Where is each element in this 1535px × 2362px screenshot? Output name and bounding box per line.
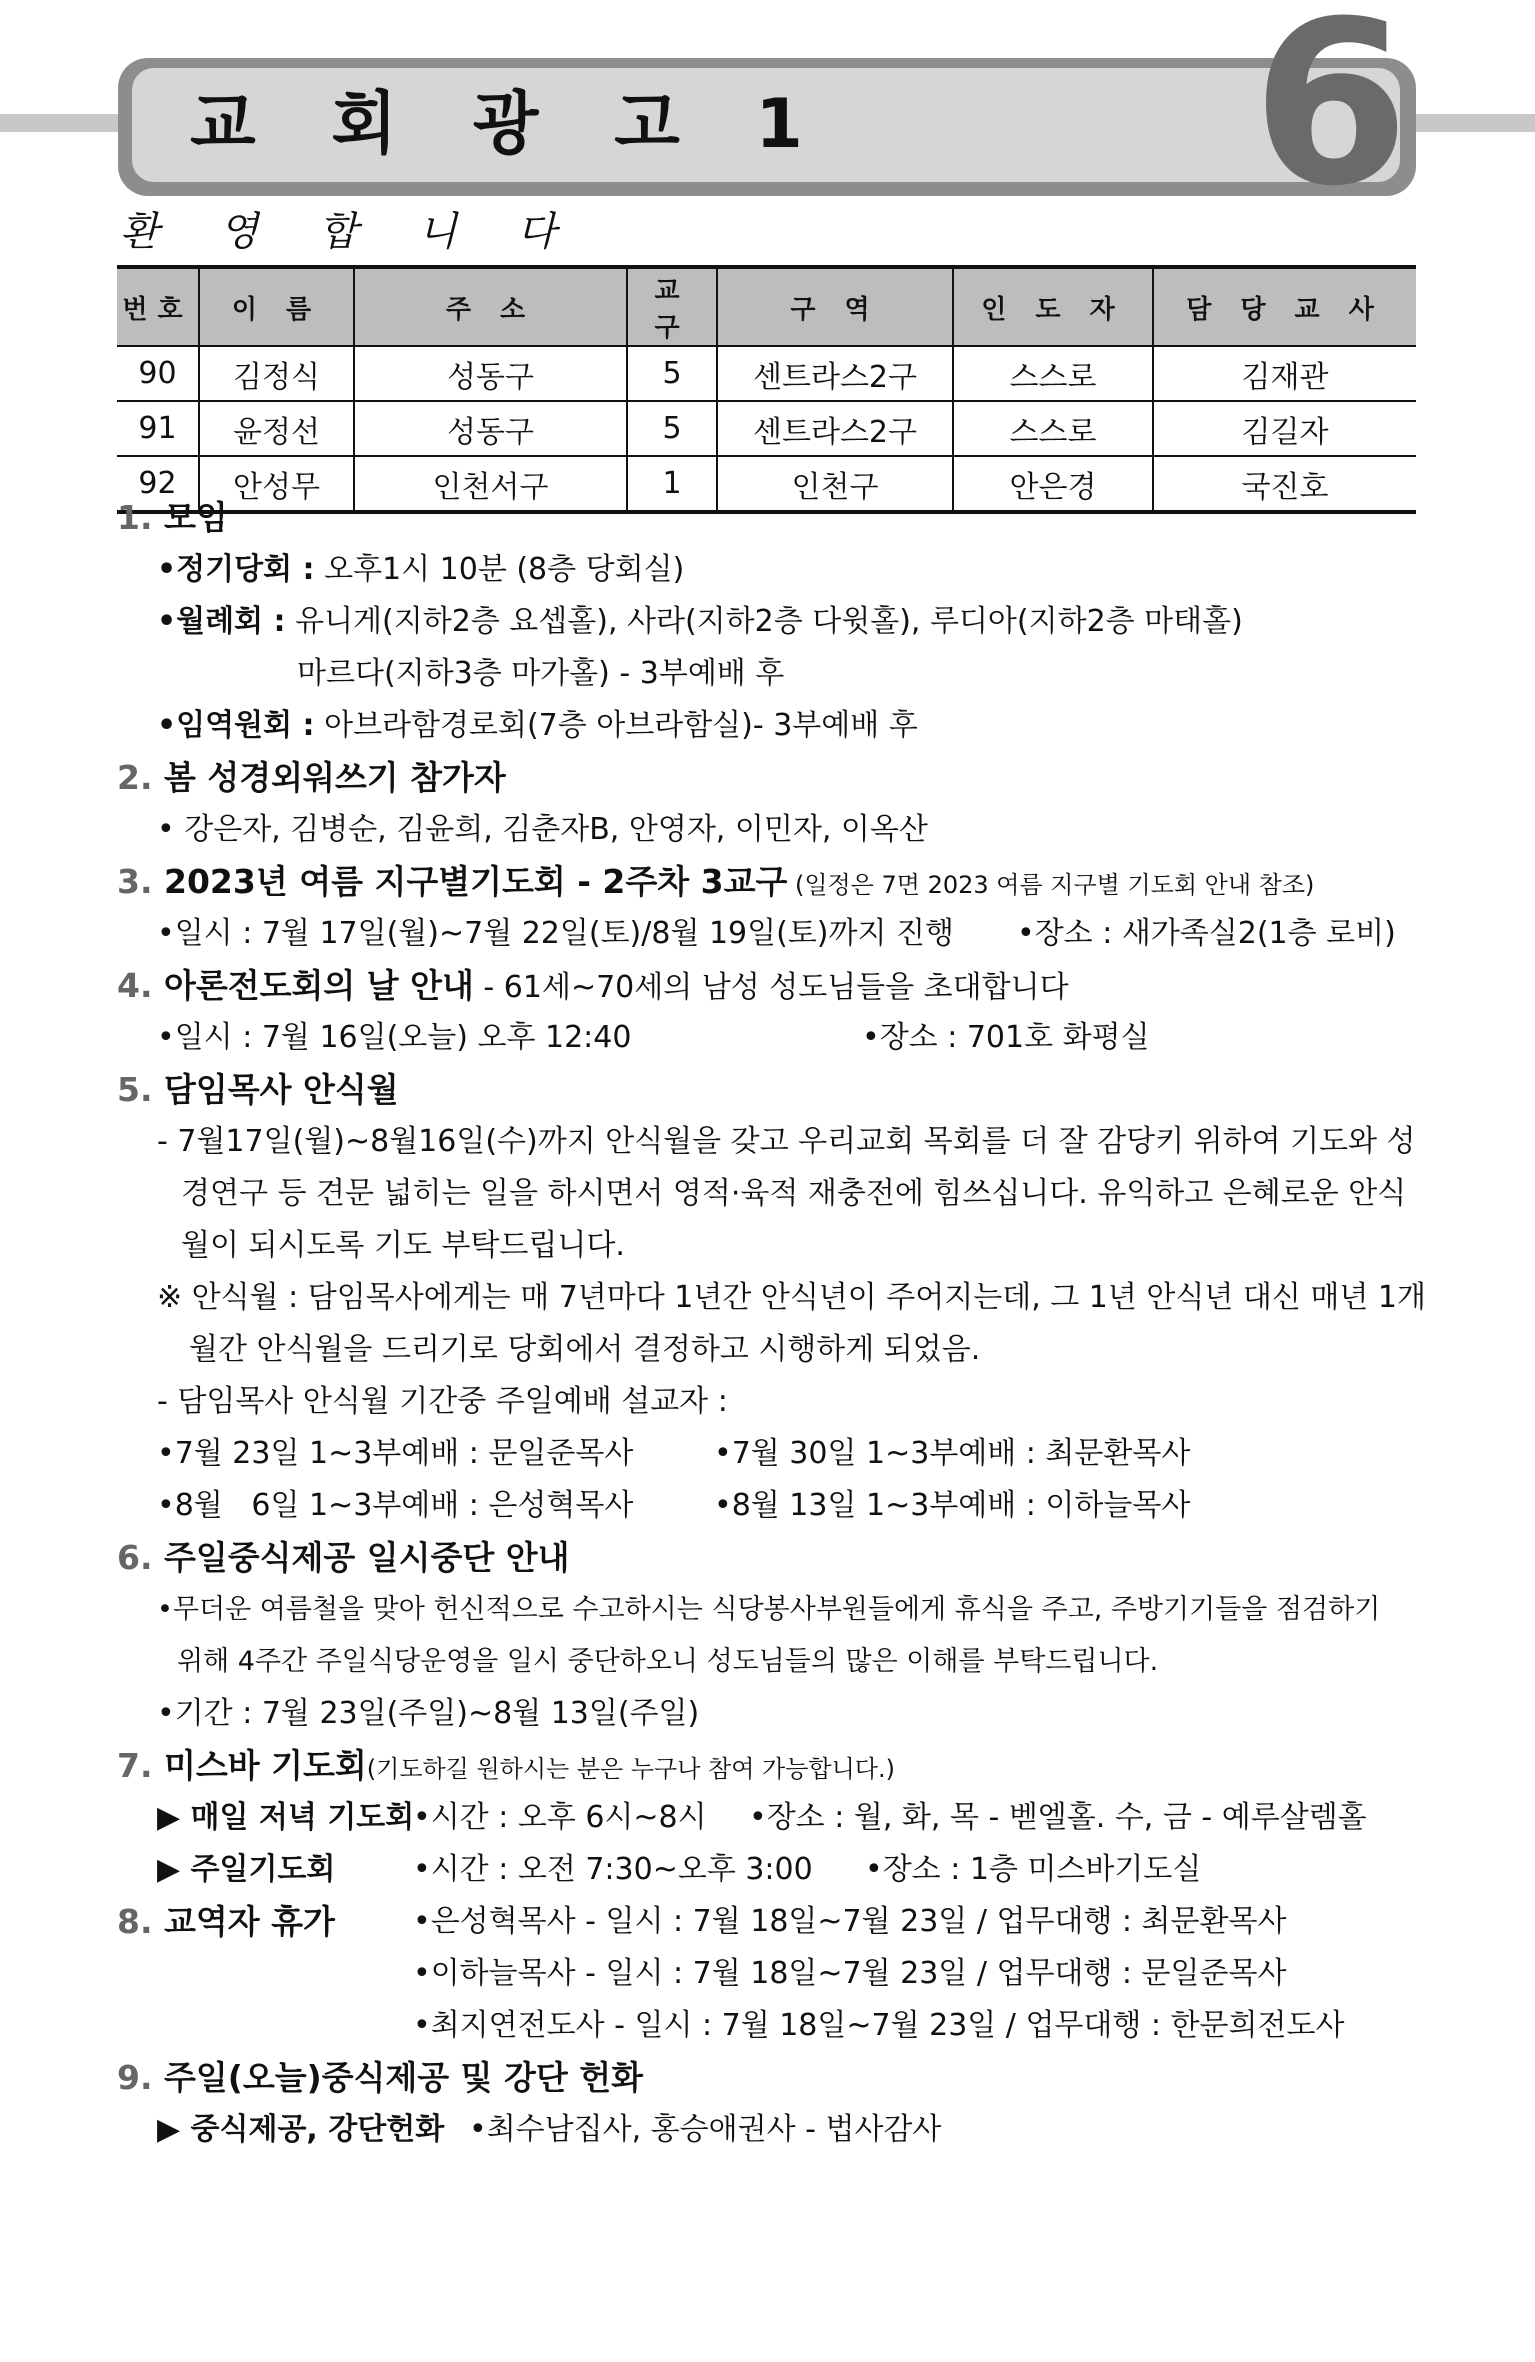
s7-row-1 [117,1792,1437,1844]
s7-row-2 [117,1844,1437,1896]
col-header-number: 번호 [117,267,199,346]
schedule-text: •일시 : 7월 17일(월)~7월 22일(토)/8월 19일(토)까지 진행 [157,916,954,951]
cell-teacher: 국진호 [1153,456,1416,512]
section-1-heading [117,492,1437,544]
section-5-heading [117,1064,1437,1116]
page-number: 6 [1252,0,1410,236]
cell-district: 인천구 [717,456,953,512]
s4-line-1 [117,1012,1437,1064]
preacher-entry: •8월 13일 1~3부예배 : 이하늘목사 [714,1488,1191,1523]
cell-district: 센트라스2구 [717,346,953,401]
s5-para-4: ※ 안식월 : 담임목사에게는 매 7년마다 1년간 안식년이 주어지는데, 그 1년 안식년 대신 매년 1개 [157,1280,1426,1315]
section-title: 아론전도회의 날 안내 [164,966,474,1005]
s5-para-1: - 7월17일(월)~8월16일(수)까지 안식월을 갖고 우리교회 목회를 더 잘 감당키 위하여 기도와 성 [157,1124,1416,1159]
section-title: 교역자 휴가 [164,1902,335,1941]
service-text: •최수남집사, 홍승애권사 - 법사감사 [469,2112,942,2147]
welcome-heading: 환 영 합 니 다 [120,209,581,255]
section-number: 2. [117,758,153,797]
cell-address: 인천서구 [354,456,627,512]
section-6-heading [117,1532,1437,1584]
section-number: 4. [117,966,153,1005]
meeting-label: ▶ 주일기도회 [157,1852,336,1887]
cell-number: 91 [117,401,199,456]
item-label: •정기당회 : [157,552,315,587]
s6-line-2: 위해 4주간 주일식당운영을 일시 중단하오니 성도님들의 많은 이해를 부탁드립니다. [177,1646,1159,1677]
cell-name: 윤정선 [199,401,354,456]
section-title: 봄 성경외워쓰기 참가자 [164,758,506,797]
section-note: (일정은 7면 2023 여름 지구별 기도회 안내 참조) [787,871,1315,899]
s8-line-2 [117,1948,1437,2000]
s3-line-1 [117,908,1437,960]
section-title: 주일중식제공 일시중단 안내 [164,1538,570,1577]
vacation-entry: •은성혁목사 - 일시 : 7월 18일~7월 23일 / 업무대행 : 최문환목사 [413,1904,1287,1939]
cell-address: 성동구 [354,401,627,456]
meeting-place: •장소 : 1층 미스바기도실 [865,1852,1202,1887]
table-row [117,346,1416,401]
cell-name: 김정식 [199,346,354,401]
section-4-heading [117,960,1437,1012]
col-header-address: 주 소 [354,267,627,346]
section-8-heading [117,1896,1437,1948]
meeting-time: •시간 : 오전 7:30~오후 3:00 [413,1852,813,1887]
section-3-heading [117,856,1437,908]
section-subtitle: - 61세~70세의 남성 성도님들을 초대합니다 [473,970,1069,1005]
section-9-heading [117,2052,1437,2104]
s6-line-3: •기간 : 7월 23일(주일)~8월 13일(주일) [157,1696,700,1731]
item-label: •월례회 : [157,604,286,639]
s8-line-3 [117,2000,1437,2052]
col-header-guide: 인 도 자 [953,267,1153,346]
preacher-entry: •7월 23일 1~3부예배 : 문일준목사 [157,1436,634,1471]
section-note: (기도하길 원하시는 분은 누구나 참여 가능합니다.) [366,1755,895,1783]
item-text: 아브라함경로회(7층 아브라함실)- 3부예배 후 [314,708,918,743]
meeting-label: ▶ 매일 저녁 기도회 [157,1800,415,1835]
section-title: 주일(오늘)중식제공 및 강단 헌화 [164,2058,644,2097]
s9-row-1 [117,2104,1437,2156]
page-title: 교 회 광 고 1 [190,85,829,164]
vacation-entry: •최지연전도사 - 일시 : 7월 18일~7월 23일 / 업무대행 : 한문희전도사 [413,2008,1345,2043]
cell-parish: 5 [627,401,717,456]
cell-guide: 스스로 [953,401,1153,456]
cell-number: 92 [117,456,199,512]
item-text: 오후1시 10분 (8층 당회실) [314,552,685,587]
section-number: 7. [117,1746,153,1785]
cell-parish: 5 [627,346,717,401]
s5-para-6: - 담임목사 안식월 기간중 주일예배 설교자 : [157,1384,728,1419]
cell-address: 성동구 [354,346,627,401]
s5-para-2: 경연구 등 견문 넓히는 일을 하시면서 영적·육적 재충전에 힘쓰십니다. 유익하고 은혜로운 안식 [181,1176,1407,1211]
section-number: 1. [117,498,153,537]
table-header-row [117,267,1416,346]
s1-line-1 [117,544,1437,596]
vacation-entry: •이하늘목사 - 일시 : 7월 18일~7월 23일 / 업무대행 : 문일준목사 [413,1956,1287,1991]
item-text: 유니게(지하2층 요셉홀), 사라(지하2층 다윗홀), 루디아(지하2층 마태홀) [285,604,1243,639]
cell-teacher: 김길자 [1153,401,1416,456]
schedule-text: •일시 : 7월 16일(오늘) 오후 12:40 [157,1020,632,1055]
service-label: ▶ 중식제공, 강단헌화 [157,2112,445,2147]
table-row [117,401,1416,456]
col-header-name: 이 름 [199,267,354,346]
section-number: 8. [117,1902,153,1941]
cell-teacher: 김재관 [1153,346,1416,401]
col-header-district: 구 역 [717,267,953,346]
section-number: 3. [117,862,153,901]
meeting-time: •시간 : 오후 6시~8시 [413,1800,707,1835]
s1-line-4 [117,700,1437,752]
new-members-table [117,265,1416,514]
section-2-heading [117,752,1437,804]
cell-name: 안성무 [199,456,354,512]
s6-line-1: •무더운 여름철을 맞아 헌신적으로 수고하시는 식당봉사부원들에게 휴식을 주고, 주방기기들을 점검하기 [157,1594,1381,1625]
item-label: •임역원회 : [157,708,315,743]
cell-number: 90 [117,346,199,401]
preacher-entry: •8월 6일 1~3부예배 : 은성혁목사 [157,1488,634,1523]
place-text: •장소 : 701호 화평실 [862,1020,1150,1055]
section-number: 9. [117,2058,153,2097]
section-title: 미스바 기도회 [164,1746,367,1785]
section-7-heading [117,1740,1437,1792]
cell-district: 센트라스2구 [717,401,953,456]
section-title: 담임목사 안식월 [164,1070,399,1109]
section-title: 모임 [164,498,228,537]
cell-guide: 안은경 [953,456,1153,512]
col-header-teacher: 담 당 교 사 [1153,267,1416,346]
cell-guide: 스스로 [953,346,1153,401]
section-number: 5. [117,1070,153,1109]
s5-preacher-row-1 [117,1428,1437,1480]
place-text: •장소 : 새가족실2(1층 로비) [1017,916,1396,951]
s5-preacher-row-2 [117,1480,1437,1532]
preacher-entry: •7월 30일 1~3부예배 : 최문환목사 [714,1436,1191,1471]
announcements [117,492,1437,2156]
s2-line-1: • 강은자, 김병순, 김윤희, 김춘자B, 안영자, 이민자, 이옥산 [157,812,928,847]
s5-para-3: 월이 되시도록 기도 부탁드립니다. [181,1228,625,1263]
section-number: 6. [117,1538,153,1577]
meeting-place: •장소 : 월, 화, 목 - 벧엘홀. 수, 금 - 예루살렘홀 [749,1800,1367,1835]
cell-parish: 1 [627,456,717,512]
s1-line-2 [117,596,1437,648]
col-header-parish: 교 구 [627,267,717,346]
section-title: 2023년 여름 지구별기도회 - 2주차 3교구 [164,862,788,901]
s1-line-3: 마르다(지하3층 마가홀) - 3부예배 후 [297,656,785,691]
s5-para-5: 월간 안식월을 드리기로 당회에서 결정하고 시행하게 되었음. [189,1332,981,1367]
